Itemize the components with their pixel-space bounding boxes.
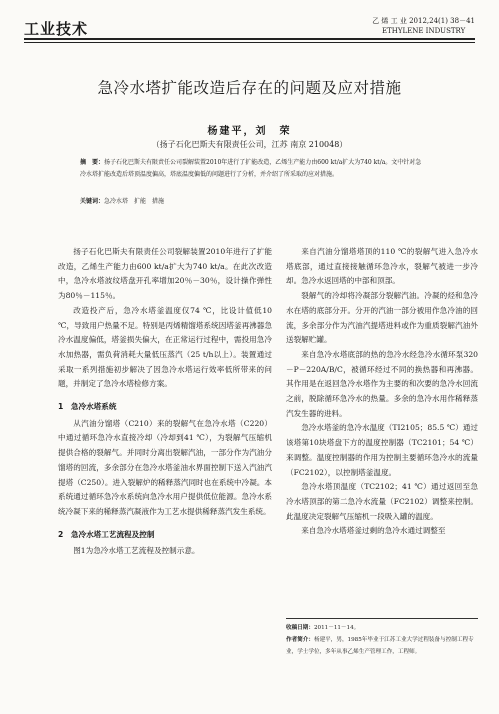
paragraph: 来自急冷水塔塔釜过剩的急冷水通过调整至 xyxy=(301,526,446,536)
paragraph: 从汽油分馏塔（C210）来的裂解气在急冷水塔（C220）中通过循环急冷水直接冷却（冷却到41 ℃），为裂解气压缩机提供合格的裂解气。并同时分离出裂解汽油，一部分作为汽油分馏塔的回流，多余部分在急冷水塔釜油水界面控制下送入汽油汽提塔（C250）。进入裂解炉的稀释蒸汽同时也在系统中冷凝。本系统通过循环急冷水系统向急冷水用户提供低位能源。急冷水系统冷凝下来的稀释蒸汽凝液作为工艺水提供稀释蒸汽发生系统。 xyxy=(58,418,272,516)
paragraph: 急冷水塔顶温度（TC2102；41 ℃）通过返回至急冷水塔顶部的第二急冷水流量（FC2102）调整来控制。此温度决定裂解气压缩机一段吸入罐的温度。 xyxy=(286,482,478,521)
abstract-text: 扬子石化巴斯夫有限责任公司裂解装置2010年进行了扩能改造，乙烯生产能力由600 kt/a扩大为740 kt/a。文中针对急冷水塔扩能改造后塔顶温度偏高，塔底温度偏低的问题进行了分析，并介绍了所采取的应对措施。 xyxy=(80,159,422,178)
paragraph: 急冷水塔釜的急冷水温度（TI2105；85.5 ℃）通过该塔第10块塔盘下方的温度控制器（TC2101；54 ℃）来调整。温度控制器的作用为控制主要循环急冷水的流量（FC2102），以控制塔釜温度。 xyxy=(286,423,478,477)
footnote-rule xyxy=(286,618,478,619)
footnote xyxy=(286,622,478,658)
author-bio: 作者简介：杨建平，男，1985年毕业于江苏工业大学过程装备与控制工程专业，学士学位，多年从事乙烯生产管理工作，工程师。 xyxy=(286,637,474,655)
article-title: 急冷水塔扩能改造后存在的问题及应对措施 xyxy=(97,79,402,97)
keywords-text: 急冷水塔 扩能 措施 xyxy=(104,198,165,205)
paragraph: 扬子石化巴斯夫有限责任公司裂解装置2010年进行了扩能改造，乙烯生产能力由600 kt/a扩大为740 kt/a。在此次改造中，急冷水塔波纹塔盘开孔率增加20％－30％，设计操作弹性为80％－115％。 xyxy=(58,247,272,301)
received-date: 收稿日期：2011－11－14。 xyxy=(286,625,360,631)
paragraph: 来自急冷水塔底部的热的急冷水经急冷水循环泵320－P－220A/B/C，被循环经过不同的换热器和再沸器。其作用是在返回急冷水塔作为主要的和次要的急冷水回流之前，脱除循环急冷水的热量。多余的急冷水用作稀释蒸汽发生器的进料。 xyxy=(286,349,478,418)
article-affiliation: （扬子石化巴斯夫有限责任公司，江苏 南京 210048） xyxy=(151,140,348,149)
journal-english-name: ETHYLENE INDUSTRY xyxy=(381,27,466,35)
body-column-left xyxy=(58,245,272,559)
abstract-label: 摘 要： xyxy=(80,159,105,166)
journal-info xyxy=(372,16,475,36)
article-authors: 杨建平，刘 荣 xyxy=(207,126,292,137)
section-heading: 2 急冷水塔工艺流程及控制 xyxy=(58,529,155,539)
body-column-right xyxy=(286,245,478,539)
paragraph: 图1为急冷水塔工艺流程及控制示意。 xyxy=(73,546,200,556)
journal-logo: 工业技术 xyxy=(24,20,89,38)
section-heading: 1 急冷水塔系统 xyxy=(58,402,117,412)
keywords xyxy=(80,196,164,205)
paragraph: 改造投产后，急冷水塔釜温度仅74 ℃，比设计值低10 ℃，导致用户热量不足。特别是丙烯精馏塔系统因塔釜再沸器急冷水温度偏低，塔釜损失偏大，在正常运行过程中，需投用急冷水加热器，需负荷消耗大量低压蒸汽（25 t/h以上）。装置通过采取一系列措施初步解决了因急冷水塔运行效率低所带来的问题，并制定了急冷水塔检修方案。 xyxy=(58,305,272,389)
paragraph: 裂解气的冷却将冷凝部分裂解汽油。冷凝的烃和急冷水在塔的底部分开。分开的汽油一部分被用作急冷油的回流，多余部分作为汽油汽提塔进料或作为重质裂解汽油外送裂解贮罐。 xyxy=(286,291,478,345)
keywords-label: 关键词： xyxy=(80,198,105,205)
abstract xyxy=(80,157,422,181)
paragraph: 来自汽油分馏塔塔顶的110 ℃的裂解气进入急冷水塔底部，通过直接接触循环急冷水，裂解气被进一步冷却。急冷水返回塔的中部和顶部。 xyxy=(286,247,478,286)
header-rule-thin xyxy=(24,42,475,43)
header-rule-thick xyxy=(24,38,475,40)
issue-line: 乙 烯 工 业 2012,24(1) 38－41 xyxy=(372,17,475,25)
